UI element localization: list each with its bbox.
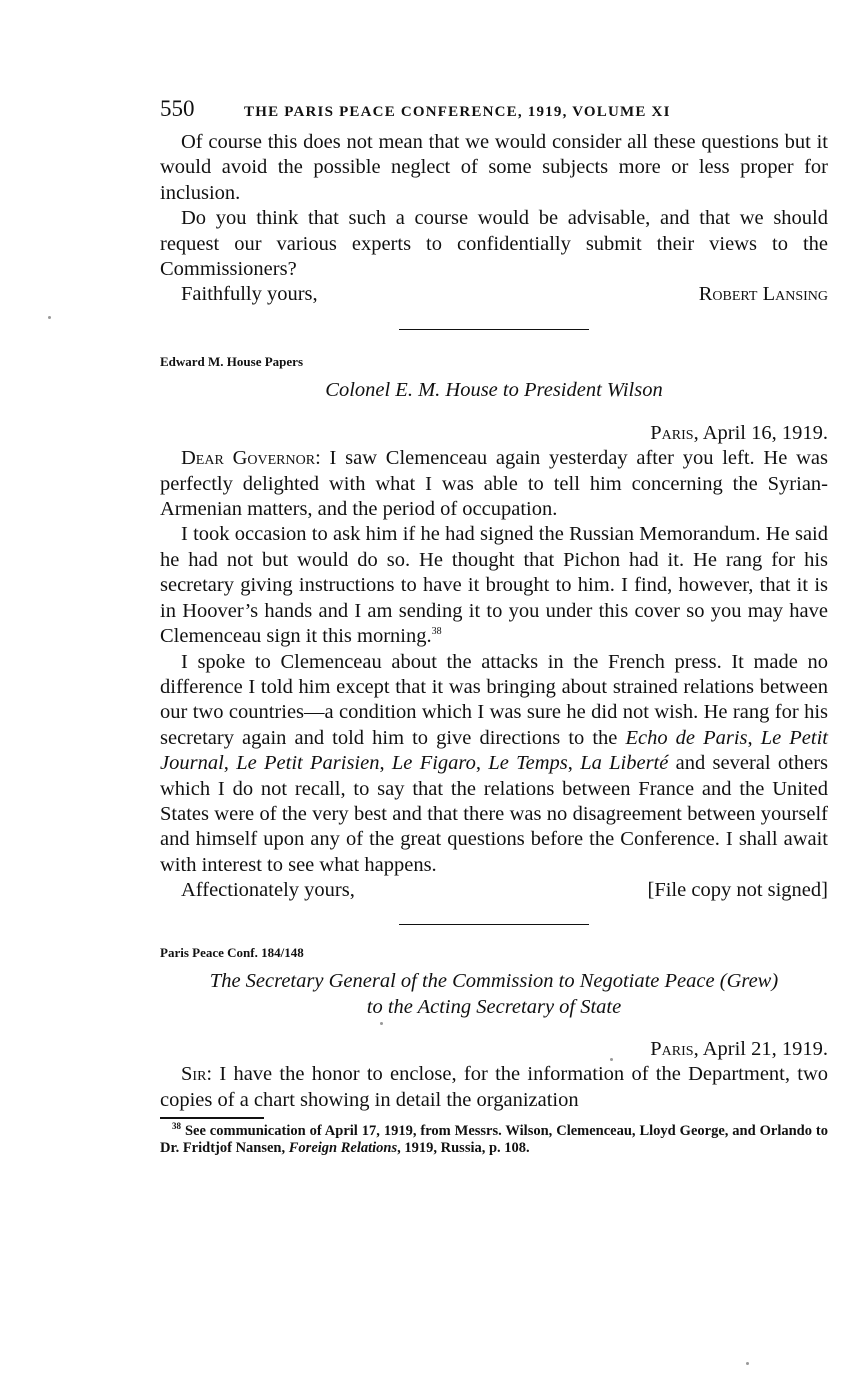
dateline-date: , April 21, 1919.	[693, 1037, 828, 1060]
complimentary-close: Affectionately yours,	[181, 879, 355, 902]
footnote-reference: 38	[431, 626, 442, 638]
footnote-number: 38	[172, 1120, 181, 1131]
paragraph	[160, 1062, 828, 1113]
complimentary-close: Faithfully yours,	[181, 283, 318, 306]
letter-closing	[160, 282, 828, 307]
newspaper-name: Le Petit Parisien	[236, 752, 380, 775]
document-source: Paris Peace Conf. 184/148	[160, 945, 304, 961]
title-line: The Secretary General of the Commission to Negotiate Peace	[209, 970, 715, 993]
dateline-place: Paris	[650, 421, 694, 444]
dateline	[160, 421, 828, 446]
document-source: Edward M. House Papers	[160, 354, 303, 370]
page-speck	[746, 1362, 749, 1365]
paragraph	[160, 522, 828, 649]
newspaper-name: La Liberté	[580, 752, 669, 775]
paragraph: I spoke to Clemenceau about the attacks in the French press. It made no difference I told him except that it was bringing about strained relations between our two countries—a condition which I was sure he did not wish. He rang for his secretary again and told him to give directions to the Echo de Paris, Le Petit Journal, Le Petit Parisien, Le Figaro, Le Temps, La Liberté and several others which I do not recall, to say that the relations between France and the United States were of the very best and that there was no disagreement between yourself and himself upon any of the great questions before the Conference. I shall await with interest to see what happens.	[160, 650, 828, 876]
page-header	[160, 96, 828, 130]
section-divider	[399, 924, 589, 926]
dateline-date: , April 16, 1919.	[693, 421, 828, 444]
footnote-citation: Foreign Relations	[288, 1139, 398, 1156]
newspaper-name: Le Petit Journal	[160, 726, 828, 775]
paragraph-text: I spoke to Clemenceau about the attacks in the French press. It made no difference I told him except that it was bringing about strained relations between our two countries—a condition which I was sure he did not wish. He rang for his secretary again and told him to give directions to the	[160, 650, 828, 749]
signature-note: [File copy not signed]	[647, 879, 828, 902]
paragraph-text: : I saw Clemenceau again yesterday after you left. He was perfectly delighted with what I was able to tell him concerning the Syrian-Armenian matters, and the period of occupation.	[160, 447, 828, 521]
newspaper-name: Le Temps	[488, 752, 568, 775]
letter-closing	[160, 878, 828, 903]
salutation: Sir	[181, 1063, 207, 1086]
book-page	[160, 96, 828, 1157]
footnote-text: , 1919, Russia, p. 108.	[397, 1139, 530, 1156]
newspaper-name: Echo de Paris	[625, 726, 748, 749]
paragraph: Do you think that such a course would be advisable, and that we should request our various experts to confidentially submit their views to the Commissioners?	[160, 207, 828, 281]
dateline	[160, 1037, 828, 1062]
paragraph-text: : I have the honor to enclose, for the information of the Department, two copies of a chart showing in detail the organization	[160, 1063, 828, 1111]
document-title: Colonel E. M. House to President Wilson	[325, 379, 663, 402]
page-number: 550	[160, 96, 195, 121]
footnote	[160, 1120, 828, 1157]
paragraph-text: I took occasion to ask him if he had signed the Russian Memorandum. He said he had not but would do so. He thought that Pichon had it. He rang for his secretary giving instructions to have it brought to him. I find, however, that it is in Hoover’s hands and I am sending it to you under this cover so you may have Clemenceau sign it this morning.	[160, 523, 828, 648]
section-divider	[399, 329, 589, 331]
salutation: Dear Governor	[181, 447, 316, 470]
paragraph: Of course this does not mean that we would consider all these questions but it would avoid the possible neglect of some subjects more or less proper for inclusion.	[160, 131, 828, 204]
paragraph	[160, 446, 828, 522]
dateline-place: Paris	[650, 1037, 694, 1060]
page-speck	[48, 316, 51, 319]
footnote-rule	[160, 1117, 264, 1119]
title-name: Grew	[726, 970, 772, 993]
document-title: The Secretary General of the Commission to Negotiate Peace (Grew) to the Acting Secretary of State	[209, 970, 779, 1018]
paragraph-text: and several others which I do not recall, to say that the relations between France and the United States were of the very best and that there was no disagreement between yourself and himself upon any of the great questions before the Conference. I shall await with interest to see what happens.	[160, 752, 828, 876]
newspaper-name: Le Figaro	[391, 752, 476, 775]
signature: Robert Lansing	[698, 283, 828, 306]
title-line: to the Acting Secretary of State	[366, 995, 622, 1018]
footnote-text: See communication of April 17, 1919, from Messrs. Wilson, Clemenceau, Lloyd George, and Orlando to Dr. Fridtjof Nansen,	[160, 1122, 828, 1156]
running-head: THE PARIS PEACE CONFERENCE, 1919, VOLUME XI	[244, 104, 671, 120]
